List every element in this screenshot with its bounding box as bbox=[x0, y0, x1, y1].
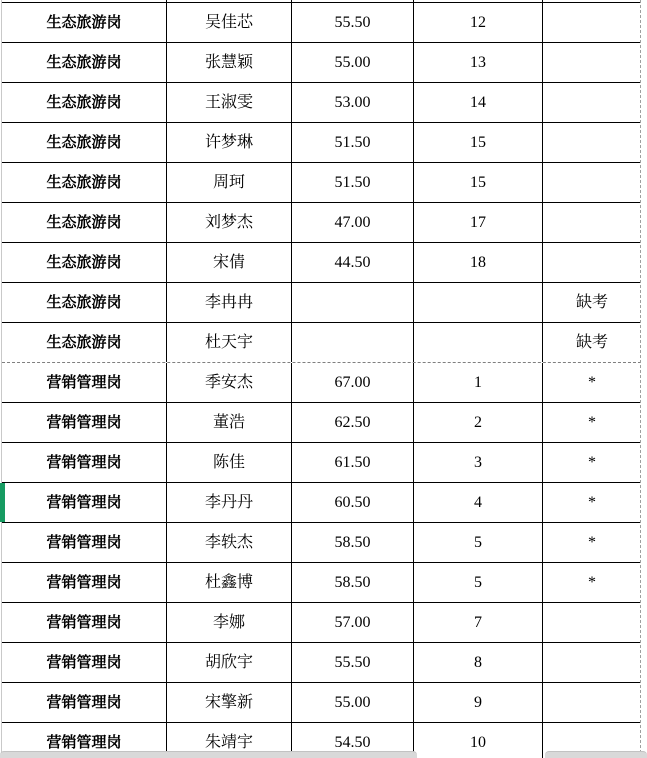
cell-rank[interactable] bbox=[414, 0, 543, 2]
cell-rank[interactable]: 5 bbox=[414, 563, 543, 602]
table-row bbox=[2, 323, 641, 363]
cell-name[interactable]: 宋擎新 bbox=[167, 683, 292, 722]
cell-position[interactable]: 营销管理岗 bbox=[2, 483, 167, 522]
table-row bbox=[2, 683, 641, 723]
cell-position[interactable]: 生态旅游岗 bbox=[2, 243, 167, 282]
cell-name[interactable]: 李娜 bbox=[167, 603, 292, 642]
cell-name[interactable]: 李轶杰 bbox=[167, 523, 292, 562]
table-row bbox=[2, 203, 641, 243]
cell-name[interactable]: 宋倩 bbox=[167, 243, 292, 282]
cell-note[interactable]: * bbox=[588, 533, 596, 551]
cell-note[interactable] bbox=[543, 203, 641, 242]
cell-note[interactable]: * bbox=[588, 573, 596, 591]
cell-name[interactable]: 季安杰 bbox=[167, 363, 292, 402]
cell-score[interactable]: 54.50 bbox=[292, 723, 414, 758]
cell-position[interactable]: 营销管理岗 bbox=[2, 683, 167, 722]
cell-rank[interactable]: 12 bbox=[414, 3, 543, 42]
cell-score[interactable]: 55.00 bbox=[292, 43, 414, 82]
cell-rank[interactable]: 13 bbox=[414, 43, 543, 82]
cell-position[interactable]: 营销管理岗 bbox=[2, 563, 167, 602]
vertical-page-break-line bbox=[640, 0, 641, 758]
cell-name[interactable]: 董浩 bbox=[167, 403, 292, 442]
cell-position[interactable]: 营销管理岗 bbox=[2, 643, 167, 682]
cell-position[interactable]: 生态旅游岗 bbox=[2, 163, 167, 202]
cell-name[interactable]: 杜鑫博 bbox=[167, 563, 292, 602]
cell-name[interactable] bbox=[167, 0, 292, 2]
cell-note[interactable] bbox=[543, 83, 641, 122]
cell-position[interactable]: 生态旅游岗 bbox=[2, 83, 167, 122]
cell-rank[interactable]: 10 bbox=[414, 723, 543, 758]
table-row bbox=[2, 3, 641, 43]
cell-position[interactable]: 营销管理岗 bbox=[2, 403, 167, 442]
results-table bbox=[1, 0, 641, 758]
cell-note[interactable]: * bbox=[588, 493, 596, 511]
cell-rank[interactable]: 8 bbox=[414, 643, 543, 682]
cell-position[interactable]: 营销管理岗 bbox=[2, 723, 167, 758]
selection-border bbox=[0, 483, 5, 522]
bottom-ui-strip-left bbox=[0, 751, 417, 758]
table-row bbox=[2, 243, 641, 283]
cell-position[interactable] bbox=[2, 0, 167, 2]
cell-score[interactable]: 58.50 bbox=[292, 563, 414, 602]
cell-rank[interactable] bbox=[414, 323, 543, 362]
cell-score[interactable]: 47.00 bbox=[292, 203, 414, 242]
table-row bbox=[2, 563, 641, 603]
cell-note[interactable]: 缺考 bbox=[575, 333, 608, 351]
cell-note[interactable] bbox=[543, 643, 641, 682]
table-row bbox=[2, 643, 641, 683]
cell-rank[interactable]: 9 bbox=[414, 683, 543, 722]
cell-position[interactable]: 生态旅游岗 bbox=[2, 283, 167, 322]
cell-note[interactable]: * bbox=[588, 373, 596, 391]
cell-name[interactable]: 胡欣宇 bbox=[167, 643, 292, 682]
table-row bbox=[2, 603, 641, 643]
cell-note[interactable] bbox=[543, 123, 641, 162]
cell-rank[interactable]: 5 bbox=[414, 523, 543, 562]
cell-name[interactable]: 王淑雯 bbox=[167, 83, 292, 122]
cell-rank[interactable]: 3 bbox=[414, 443, 543, 482]
table-row bbox=[2, 43, 641, 83]
cell-score[interactable]: 62.50 bbox=[292, 403, 414, 442]
cell-score[interactable]: 51.50 bbox=[292, 163, 414, 202]
table-row bbox=[2, 163, 641, 203]
cell-position[interactable]: 生态旅游岗 bbox=[2, 203, 167, 242]
cell-rank[interactable]: 18 bbox=[414, 243, 543, 282]
cell-name[interactable]: 周珂 bbox=[167, 163, 292, 202]
cell-note[interactable]: 缺考 bbox=[575, 293, 608, 311]
cell-name[interactable]: 张慧颖 bbox=[167, 43, 292, 82]
cell-note[interactable]: * bbox=[588, 453, 596, 471]
cell-position[interactable]: 生态旅游岗 bbox=[2, 43, 167, 82]
cell-name[interactable]: 刘梦杰 bbox=[167, 203, 292, 242]
table-row bbox=[2, 363, 641, 403]
table-row bbox=[2, 83, 641, 123]
table-row bbox=[2, 283, 641, 323]
cell-score[interactable]: 55.50 bbox=[292, 3, 414, 42]
cell-note[interactable]: * bbox=[588, 413, 596, 431]
cell-score[interactable]: 53.00 bbox=[292, 83, 414, 122]
cell-position[interactable]: 生态旅游岗 bbox=[2, 123, 167, 162]
cell-score[interactable]: 67.00 bbox=[292, 363, 414, 402]
cell-rank[interactable]: 4 bbox=[414, 483, 543, 522]
cell-name[interactable]: 吴佳芯 bbox=[167, 3, 292, 42]
cell-name[interactable]: 许梦琳 bbox=[167, 123, 292, 162]
cell-score[interactable]: 58.50 bbox=[292, 523, 414, 562]
cell-note[interactable] bbox=[543, 683, 641, 722]
cell-score[interactable]: 51.50 bbox=[292, 123, 414, 162]
cell-rank[interactable] bbox=[414, 283, 543, 322]
cell-score[interactable]: 60.50 bbox=[292, 483, 414, 522]
cell-score[interactable]: 57.00 bbox=[292, 603, 414, 642]
cell-rank[interactable]: 15 bbox=[414, 123, 543, 162]
cell-score[interactable] bbox=[292, 0, 414, 2]
cell-score[interactable] bbox=[292, 283, 414, 322]
cell-position[interactable]: 营销管理岗 bbox=[2, 603, 167, 642]
cell-name[interactable]: 陈佳 bbox=[167, 443, 292, 482]
cell-position[interactable]: 生态旅游岗 bbox=[2, 323, 167, 362]
bottom-ui-strip-right bbox=[545, 751, 647, 758]
cell-note[interactable] bbox=[543, 43, 641, 82]
table-row bbox=[2, 443, 641, 483]
cell-position[interactable]: 营销管理岗 bbox=[2, 443, 167, 482]
cell-note[interactable] bbox=[543, 0, 641, 2]
cell-name[interactable]: 杜天宇 bbox=[167, 323, 292, 362]
cell-rank[interactable]: 14 bbox=[414, 83, 543, 122]
table-row bbox=[2, 403, 641, 443]
table-row bbox=[2, 483, 641, 523]
cell-score[interactable]: 44.50 bbox=[292, 243, 414, 282]
cell-position[interactable]: 营销管理岗 bbox=[2, 363, 167, 402]
cell-note[interactable] bbox=[543, 3, 641, 42]
cell-rank[interactable]: 1 bbox=[414, 363, 543, 402]
table-row bbox=[2, 523, 641, 563]
cell-name[interactable]: 李冉冉 bbox=[167, 283, 292, 322]
cell-score[interactable] bbox=[292, 323, 414, 362]
table-row bbox=[2, 123, 641, 163]
cell-score[interactable]: 55.00 bbox=[292, 683, 414, 722]
cell-note[interactable] bbox=[543, 603, 641, 642]
cell-rank[interactable]: 7 bbox=[414, 603, 543, 642]
cell-name[interactable]: 李丹丹 bbox=[167, 483, 292, 522]
cell-rank[interactable]: 15 bbox=[414, 163, 543, 202]
cell-position[interactable]: 生态旅游岗 bbox=[2, 3, 167, 42]
cell-note[interactable] bbox=[543, 163, 641, 202]
cell-note[interactable] bbox=[543, 243, 641, 282]
cell-rank[interactable]: 2 bbox=[414, 403, 543, 442]
cell-name[interactable]: 朱靖宇 bbox=[167, 723, 292, 758]
cell-score[interactable]: 61.50 bbox=[292, 443, 414, 482]
cell-rank[interactable]: 17 bbox=[414, 203, 543, 242]
cell-position[interactable]: 营销管理岗 bbox=[2, 523, 167, 562]
cell-score[interactable]: 55.50 bbox=[292, 643, 414, 682]
